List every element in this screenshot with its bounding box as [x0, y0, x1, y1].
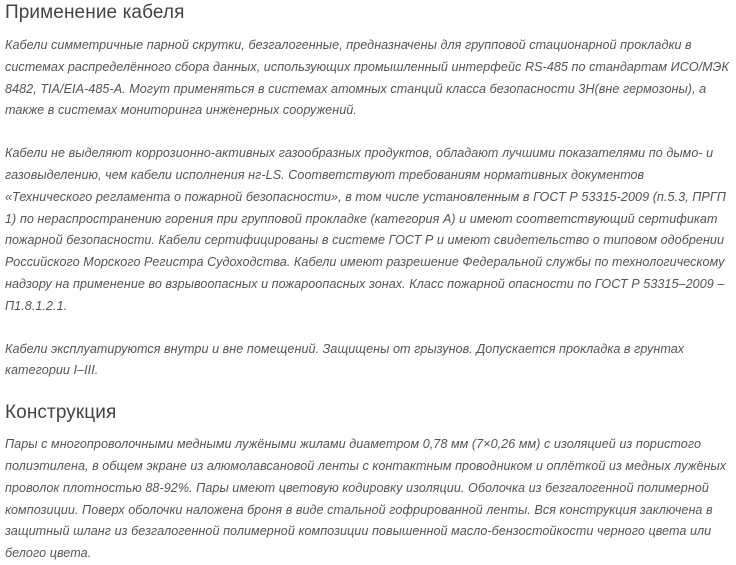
section-title-application: Применение кабеля: [5, 2, 185, 23]
paragraph-purpose: Кабели симметричные парной скрутки, безгалогенные, предназначены для групповой стационарной прокладки в системах распределённого сбора данных, использующих промышленный интерфейс RS-485 по стандартам ИСО/МЭК 8482, TIA/EIA-485-A. Могут применяться в системах атомных станций класса безопасности 3Н(вне гермозоны), а также в системах мониторинга инженерных сооружений.: [5, 38, 729, 118]
section-construction: [5, 401, 732, 565]
paragraph-construction: Пары с многопроволочными медными лужёными жилами диаметром 0,78 мм (7×0,26 мм) с изоляцией из пористого полиэтилена, в общем экране из алюмолавсановой ленты с контактным проводником и оплёткой из медных лужёных проволок плотностью 88-92%. Пары имеют цветовую кодировку изоляции. Оболочка из безгалогенной полимерной композиции. Поверх оболочки наложена броня в виде стальной гофрированной ленты. Вся конструкция заключена в защитный шланг из безгалогенной полимерной композиции повышенной масло-бензостойкости черного цвета или белого цвета.: [5, 437, 727, 561]
section-application: [5, 0, 732, 382]
paragraph-operation: Кабели эксплуатируются внутри и вне помещений. Защищены от грызунов. Допускается прокладка в грунтах категории I–III.: [5, 341, 685, 378]
section-title-construction: Конструкция: [5, 402, 117, 424]
paragraph-fire-safety: Кабели не выделяют коррозионно-активных газообразных продуктов, обладают лучшими показателями по дымо- и газовыделению, чем кабели исполнения нг-LS. Соответствуют требованиям нормативных документов «Технического регламента о пожарной безопасности», в том числе установленным в ГОСТ Р 53315-2009 (п.5.3, ПРГП 1) по нераспространению горения при групповой прокладке (категория А) и имеют соответствующий сертификат пожарной безопасности. Кабели сертифицированы в системе ГОСТ Р и имеют свидетельство о типовом одобрении Российского Морского Регистра Судоходства. Кабели имеют разрешение Федеральной службы по технологическому надзору на применение во взрывоопасных и пожароопасных зонах. Класс пожарной опасности по ГОСТ Р 53315–2009 – П1.8.1.2.1.: [5, 146, 726, 313]
